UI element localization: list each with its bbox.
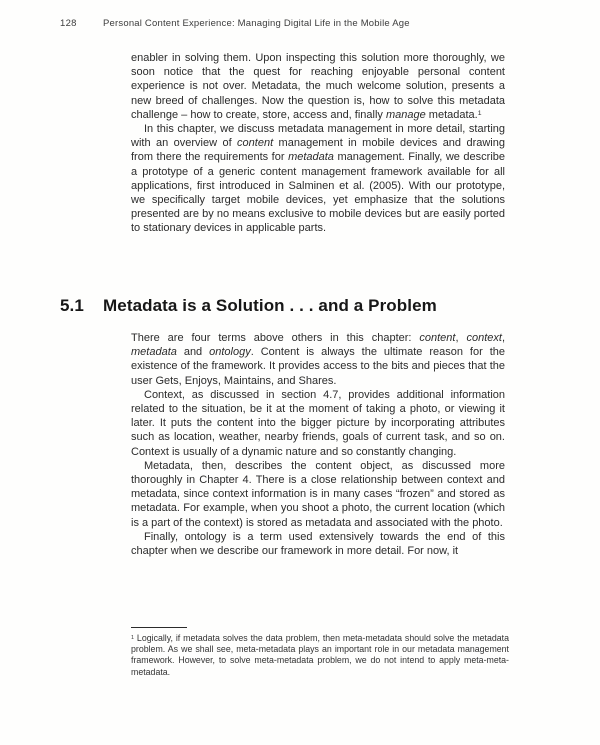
page-number: 128 — [60, 18, 77, 29]
paragraph: Finally, ontology is a term used extensively towards the end of this chapter when we describe our framework in more detail. For now, it — [131, 530, 505, 558]
paragraph: There are four terms above others in this chapter: content, context, metadata and ontology. Content is always the ultimate reason for the existence of the framework. It provides access to the bits and pieces that the user Gets, Enjoys, Maintains, and Shares. — [131, 332, 506, 387]
footnote — [131, 633, 509, 678]
paragraph: Metadata, then, describes the content object, as discussed more thoroughly in Chapter 4. There is a close relationship between context and metadata, since context information is in many cases “frozen” and stored as metadata. For example, when you shoot a photo, the current location (which is a part of the context) is stored as metadata and associated with the photo. — [131, 459, 505, 529]
section-number: 5.1 — [60, 296, 84, 315]
paragraph: In this chapter, we discuss metadata management in more detail, starting with an overview of content management in mobile devices and drawing from there the requirements for metadata management. Finally, we describe a prototype of a generic content management framework available for all applications, first introduced in Salminen et al. (2005). With our prototype, we specifically target mobile devices, yet emphasize that the solutions presented are by no means exclusive to mobile devices but are easily ported to stationary devices in applicable parts. — [131, 123, 505, 235]
section-text-column — [131, 331, 505, 558]
footnote-rule — [131, 627, 187, 628]
paragraph: Context, as discussed in section 4.7, provides additional information related to the situation, be it at the moment of taking a photo, or viewing it later. It puts the content into the bigger picture by incorporating attributes such as location, weather, nearby friends, goals of current task, and so on. Context is usually of a dynamic nature and so constantly changing. — [131, 388, 505, 458]
paragraph: enabler in solving them. Upon inspecting this solution more thoroughly, we soon notice that the quest for reaching enjoyable personal content experience is not over. Metadata, the much welcome solution, presents a new breed of challenges. Now the question is, how to solve this metadata challenge – how to create, store, access and, finally manage metadata.$^1$ — [131, 52, 505, 121]
intro-text-column — [131, 51, 505, 236]
section-heading — [60, 296, 520, 316]
paragraph: $^1$ Logically, if metadata solves the data problem, then meta-metadata should solve the metadata problem. As we shall see, meta-metadata plays an important role in our metadata management framework. However, to solve meta-metadata problem, we do not intend to apply meta-meta-metadata. — [131, 633, 509, 677]
running-header-title: Personal Content Experience: Managing Digital Life in the Mobile Age — [103, 18, 410, 29]
section-title: Metadata is a Solution . . . and a Problem — [103, 296, 437, 315]
